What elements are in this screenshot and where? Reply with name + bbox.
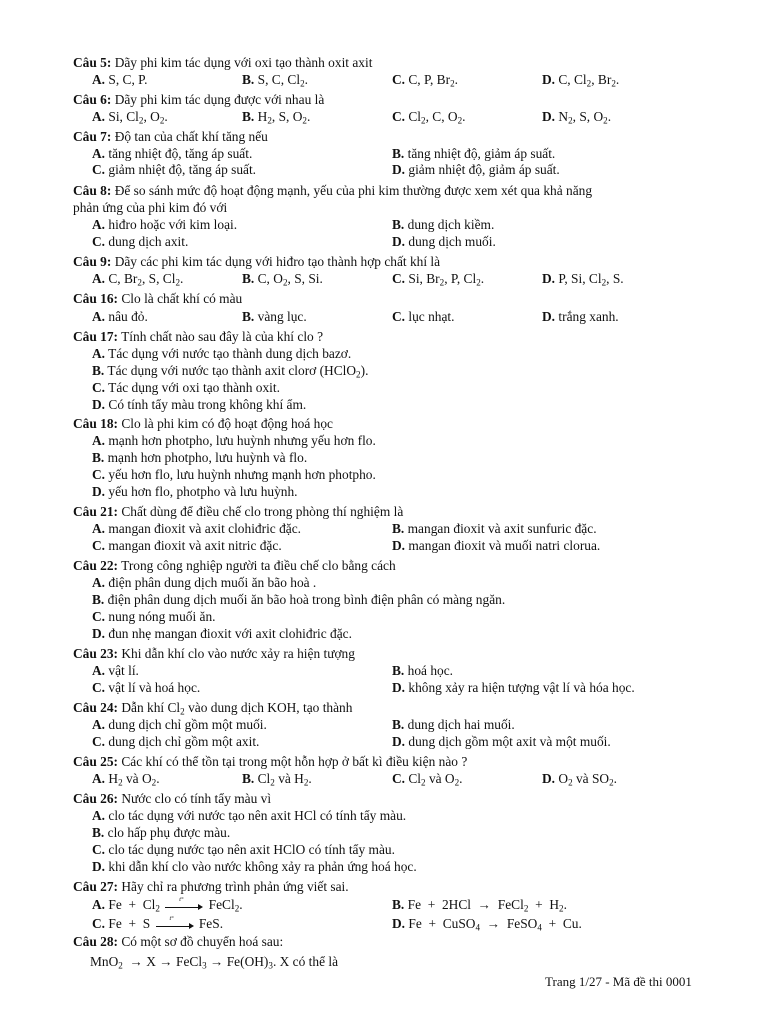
- q9-option-b: B. C, $O_2$, S, Si.: [242, 271, 323, 288]
- q21-option-d: D. mangan đioxit và muối natri clorua.: [392, 538, 601, 553]
- q25-option-c: C. $Cl_2$ và $O_2$.: [392, 771, 463, 788]
- q17-option-b: B. Tác dụng với nước tạo thành axit clorơ (HClO$_2$).: [92, 363, 369, 380]
- question-25: Câu 25: Các khí có thể tồn tại trong một hỗn hợp ở bất kì điều kiện nào ?: [73, 754, 468, 769]
- question-17: Câu 17: Tính chất nào sau đây là của khí clo ?: [73, 329, 324, 344]
- q16-option-c: C. lục nhạt.: [392, 309, 455, 324]
- q8-option-a: A. hiđro hoặc với kim loại.: [92, 217, 238, 232]
- q27-option-c: C. Fe + S t° FeS.: [92, 915, 224, 931]
- q25-option-b: B. $Cl_2$ và $H_2$.: [242, 771, 312, 788]
- q16-option-a: A. nâu đỏ.: [92, 309, 148, 324]
- q8-option-b: B. dung dịch kiềm.: [392, 217, 495, 232]
- q8-option-d: D. dung dịch muối.: [392, 234, 496, 249]
- q9-option-d: D. P, Si, $Cl_2$, S.: [542, 271, 624, 288]
- q17-option-d: D. Có tính tẩy màu trong không khí ẩm.: [92, 397, 307, 412]
- q9-option-a: A. C, $Br_2$, S, $Cl_2$.: [92, 271, 184, 288]
- reaction-arrow-icon: t°: [165, 902, 203, 910]
- question-8-cont: phản ứng của phi kim đó với: [73, 200, 228, 215]
- q9-option-c: C. Si, $Br_2$, P, $Cl_2$.: [392, 271, 485, 288]
- question-number: Câu 5:: [73, 55, 112, 70]
- question-26: Câu 26: Nước clo có tính tẩy màu vì: [73, 791, 272, 806]
- q6-option-a: A. Si, $Cl_2$, $O_2$.: [92, 109, 168, 126]
- q25-option-a: A. $H_2$ và $O_2$.: [92, 771, 160, 788]
- q6-option-d: D. $N_2$, S, $O_2$.: [542, 109, 612, 126]
- question-21: Câu 21: Chất dùng để điều chế clo trong phòng thí nghiệm là: [73, 504, 404, 519]
- q28-scheme: MnO$_2$ → X → FeCl$_3$ → $Fe(OH)_3$. X có thể là: [90, 954, 339, 971]
- q24-option-d: D. dung dịch gồm một axit và một muối.: [392, 734, 611, 749]
- q26-option-b: B. clo hấp phụ được màu.: [92, 825, 231, 840]
- question-9: Câu 9: Dãy các phi kim tác dụng với hiđro tạo thành hợp chất khí là: [73, 254, 441, 269]
- question-22: Câu 22: Trong công nghiệp người ta điều chế clo bằng cách: [73, 558, 396, 573]
- q22-option-b: B. điện phân dung dịch muối ăn bão hoà trong bình điện phân có màng ngăn.: [92, 592, 506, 607]
- q26-option-c: C. clo tác dụng nước tạo nên axit HClO có tính tẩy màu.: [92, 842, 395, 857]
- q23-option-b: B. hoá học.: [392, 663, 454, 678]
- q27-option-a: A. $Fe + Cl_2$ t° FeCl$_2$.: [92, 896, 243, 914]
- q5-option-c: C. C, P, $Br_2$.: [392, 72, 458, 89]
- q21-option-a: A. mangan đioxit và axit clohiđric đặc.: [92, 521, 302, 536]
- q26-option-a: A. clo tác dụng với nước tạo nên axit HCl có tính tẩy màu.: [92, 808, 407, 823]
- q5-option-b: B. S, C, $Cl_2$.: [242, 72, 308, 89]
- page-footer: Trang 1/27 - Mã đề thi 0001: [545, 974, 692, 989]
- q22-option-a: A. điện phân dung dịch muối ăn bão hoà .: [92, 575, 317, 590]
- q17-option-c: C. Tác dụng với oxi tạo thành oxit.: [92, 380, 280, 395]
- q7-option-d: D. giảm nhiệt độ, giảm áp suất.: [392, 162, 560, 177]
- question-6: Câu 6: Dãy phi kim tác dụng được với nhau là: [73, 92, 325, 107]
- q22-option-c: C. nung nóng muối ăn.: [92, 609, 216, 624]
- question-8: Câu 8: Để so sánh mức độ hoạt động mạnh, yếu của phi kim thường được xem xét qua khả năng: [73, 183, 593, 198]
- question-23: Câu 23: Khi dẫn khí clo vào nước xảy ra hiện tượng: [73, 646, 355, 661]
- question-5: [73, 56, 372, 69]
- question-7: Câu 7: Độ tan của chất khí tăng nếu: [73, 129, 268, 144]
- q22-option-d: D. đun nhẹ mangan đioxit với axit clohiđric đặc.: [92, 626, 352, 641]
- q23-option-d: D. không xảy ra hiện tượng vật lí và hóa học.: [392, 680, 635, 695]
- q16-option-d: D. trắng xanh.: [542, 309, 619, 324]
- q21-option-b: B. mangan đioxit và axit sunfuric đặc.: [392, 521, 597, 536]
- q6-option-c: C. $Cl_2$, C, $O_2$.: [392, 109, 466, 126]
- question-16: Câu 16: Clo là chất khí có màu: [73, 291, 243, 306]
- q5-option-a: A. S, C, P.: [92, 72, 148, 87]
- q24-option-c: C. dung dịch chỉ gồm một axit.: [92, 734, 260, 749]
- q6-option-b: B. $H_2$, S, $O_2$.: [242, 109, 311, 126]
- q5-option-d: D. C, $Cl_2$, $Br_2$.: [542, 72, 620, 89]
- q18-option-d: D. yếu hơn flo, photpho và lưu huỳnh.: [92, 484, 298, 499]
- q23-option-a: A. vật lí.: [92, 663, 139, 678]
- q18-option-c: C. yếu hơn flo, lưu huỳnh nhưng mạnh hơn photpho.: [92, 467, 376, 482]
- q18-option-a: A. mạnh hơn photpho, lưu huỳnh nhưng yếu hơn flo.: [92, 433, 376, 448]
- q23-option-c: C. vật lí và hoá học.: [92, 680, 201, 695]
- q24-option-b: B. dung dịch hai muối.: [392, 717, 515, 732]
- q16-option-b: B. vàng lục.: [242, 309, 307, 324]
- q18-option-b: B. mạnh hơn photpho, lưu huỳnh và flo.: [92, 450, 308, 465]
- question-24: Câu 24: Dẫn khí $Cl_2$ vào dung dịch KOH, tạo thành: [73, 700, 353, 717]
- question-28: Câu 28: Có một sơ đồ chuyển hoá sau:: [73, 934, 284, 949]
- q7-option-b: B. tăng nhiệt độ, giảm áp suất.: [392, 146, 556, 161]
- q8-option-c: C. dung dịch axit.: [92, 234, 189, 249]
- question-27: Câu 27: Hãy chỉ ra phương trình phản ứng viết sai.: [73, 879, 349, 894]
- q21-option-c: C. mangan đioxit và axit nitric đặc.: [92, 538, 282, 553]
- q25-option-d: D. $O_2$ và $SO_2$.: [542, 771, 617, 788]
- question-text: Dãy phi kim tác dụng với oxi tạo thành oxit axit: [114, 55, 373, 70]
- question-18: Câu 18: Clo là phi kim có độ hoạt động hoá học: [73, 416, 333, 431]
- q17-option-a: A. Tác dụng với nước tạo thành dung dịch bazơ.: [92, 346, 352, 361]
- q27-option-b: B. Fe + 2HCl → FeCl$_2$ + $H_2$.: [392, 897, 567, 914]
- q7-option-a: A. tăng nhiệt độ, tăng áp suất.: [92, 146, 253, 161]
- q27-option-d: D. Fe + CuSO$_4$ → FeSO$_4$ + Cu.: [392, 916, 582, 933]
- reaction-arrow-icon: t°: [156, 921, 194, 929]
- q24-option-a: A. dung dịch chỉ gồm một muối.: [92, 717, 267, 732]
- q7-option-c: C. giảm nhiệt độ, tăng áp suất.: [92, 162, 257, 177]
- q26-option-d: D. khi dẫn khí clo vào nước không xảy ra phản ứng hoá học.: [92, 859, 417, 874]
